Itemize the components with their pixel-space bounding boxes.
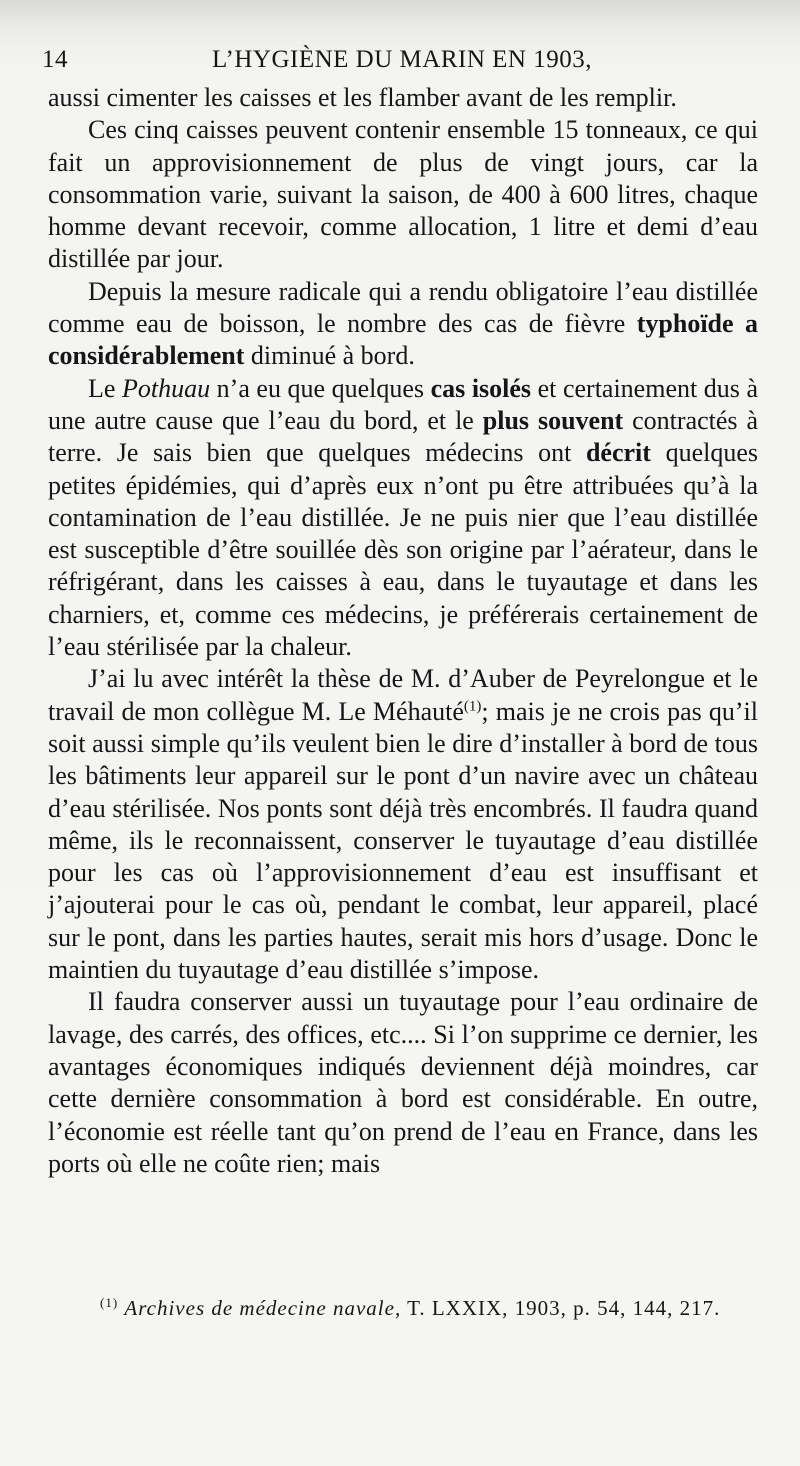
paragraph	[48, 373, 758, 664]
text-segment: contractés à terre. Je sais bien que quelques médecins ont	[48, 405, 758, 468]
paragraph	[48, 276, 758, 373]
text-segment: n’a eu que quelques	[210, 373, 431, 403]
text-segment: Depuis la mesure radicale qui a rendu obligatoire l’eau distillée comme eau de boisson, le nombre des cas de fièvre	[48, 276, 758, 339]
running-title: L’HYGIÈNE DU MARIN EN 1903,	[212, 46, 592, 73]
footnote-reference: (1)	[463, 697, 482, 714]
body-text	[48, 82, 758, 1180]
paragraph	[48, 663, 758, 986]
text-segment: diminué à bord.	[244, 341, 415, 371]
text-segment: et certainement dus à une autre cause que l’eau du bord, et le	[48, 373, 758, 435]
text-segment: décrit	[585, 438, 651, 468]
text-segment: ; mais je ne crois pas qu’il soit aussi simple qu’ils veulent bien le dire d’installer à bord de tous les bâtiments leur appareil sur le pont d’un navire avec un château d’eau stérilisée. Nos ponts sont déjà très encombrés. Il faudra quand même, ils le reconnaissent, conserver le tuyautage d’eau distillée pour les cas où l’approvisionnement d’eau est insuffisant et j’ajouterai pour le cas où, pendant le combat, leur appareil, placé sur le pont, dans les parties hautes, serait mis hors d’usage. Donc le maintien du tuyautage d’eau distillée s’impose.	[48, 696, 758, 985]
paragraph	[48, 114, 758, 275]
ship-name: Pothuau	[121, 373, 211, 403]
paragraph	[48, 986, 758, 1180]
footnote-details: T. LXXIX, 1903, p. 54, 144, 217.	[401, 1296, 721, 1320]
text-segment: plus souvent	[482, 405, 624, 435]
footnote-source: Archives de médecine navale,	[124, 1296, 402, 1320]
footnote-mark: (1)	[100, 1295, 119, 1310]
text-segment: aussi cimenter les caisses et les flamber avant de les remplir.	[48, 83, 677, 112]
page-number: 14	[42, 46, 68, 73]
text-segment: quelques petites épidémies, qui d’après eux n’ont pu être attribuées qu’à la contamination de l’eau distillée. Je ne puis nier que l’eau distillée est susceptible d’être souillée dès son origine par l’aérateur, dans le réfrigérant, dans les caisses à eau, dans le tuyautage et dans les charniers, et, comme ces médecins, je préférerais certainement de l’eau stérilisée par la chaleur.	[48, 438, 758, 662]
text-segment: typhoïde a considérablement	[48, 309, 758, 371]
text-segment: Ces cinq caisses peuvent contenir ensemble 15 tonneaux, ce qui fait un approvisionnement de plus de vingt jours, car la consommation varie, suivant la saison, de 400 à 600 litres, chaque homme devant recevoir, comme allocation, 1 litre et demi d’eau distillée par jour.	[48, 115, 758, 274]
text-segment: Il faudra conserver aussi un tuyautage pour l’eau ordinaire de lavage, des carrés, des offices, etc.... Si l’on supprime ce dernier, les avantages économiques indiqués deviennent déjà moindres, car cette dernière consommation à bord est considérable. En outre, l’économie est réelle tant qu’on prend de l’eau en France, dans les ports où elle ne coûte rien; mais	[48, 987, 758, 1178]
text-segment: Le	[88, 373, 122, 403]
running-header	[42, 46, 762, 80]
text-segment: cas isolés	[430, 373, 532, 403]
footnote	[100, 1295, 780, 1321]
text-segment: J’ai lu avec intérêt la thèse de M. d’Auber de Peyrelongue et le travail de mon collègue M. Le Méhauté	[48, 664, 758, 726]
paragraph	[48, 82, 758, 114]
